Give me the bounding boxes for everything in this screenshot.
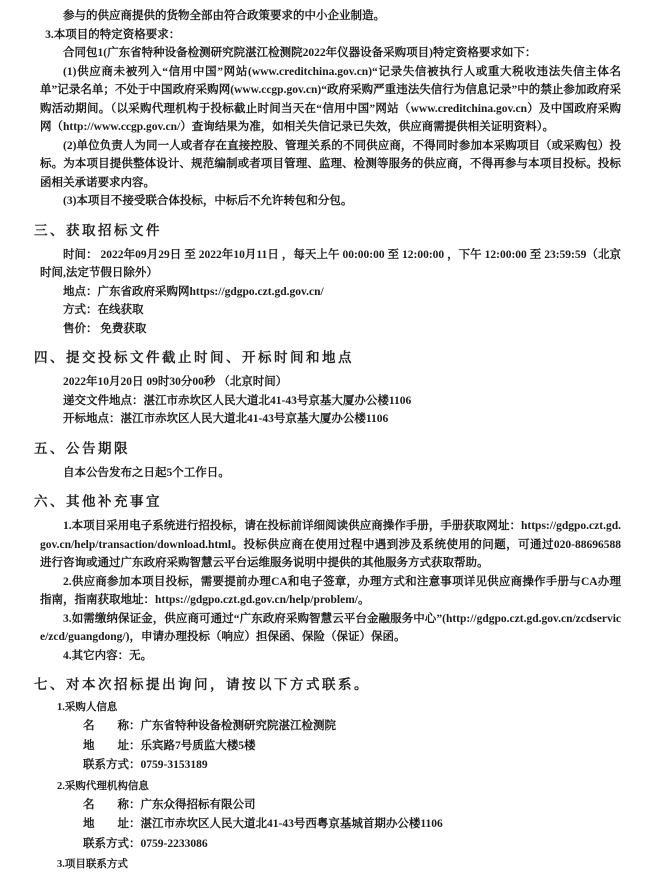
qualification-item3-heading: 3.本项目的特定资格要求： — [45, 28, 181, 41]
purchaser-name-row — [83, 717, 621, 737]
section6-item-1: 1.本项目采用电子系统进行招投标，请在投标前详细阅读供应商操作手册，手册获取网址：https://gdgpo.czt.gd.gov.cn/help/transaction/download.html。投标供应商在使用过程中遇到涉及系统使用的问题，可通过020-88696588 进行咨询或通过广东政府采购智慧云平台运维服务说明中提供的其他服务方式获取帮助。 — [40, 520, 624, 569]
qualification-requirement-1: (1)供应商未被列入“信用中国”网站(www.creditchina.gov.cn)“记录失信被执行人或重大税收违法失信主体名单”记录名单；不处于中国政府采购网(www.ccgp.gov.cn)“政府采购严重违法失信行为信息记录”中的禁止参加政府采购活动期间。（以采购代理机构于投标截止时间当天在“信用中国”网站（www.creditchina.gov.cn）及中国政府采购网（http://www.ccgp.gov.cn/）查询结果为准，如相关失信记录已失效，供应商需提供相关证明资料）。 — [40, 65, 621, 133]
section6-item-3: 3.如需缴纳保证金，供应商可通过“广东政府采购智慧云平台金融服务中心”(http://gdgpo.czt.gd.gov.cn/zcdservice/zcd/guangdong/)，申请办理投标（响应）担保函、保险（保证）保函。 — [40, 612, 621, 643]
section5-heading: 五、公告期限 — [34, 440, 130, 456]
section3-method-line: 方式：在线获取 — [63, 304, 144, 316]
purchaser-contact-value: 0759-3153189 — [140, 759, 208, 771]
agency-address-row — [83, 815, 621, 835]
section3-place-line: 地点：广东省政府采购网https://gdgpo.czt.gd.gov.cn/ — [63, 285, 324, 298]
purchaser-name-value: 广东省特种设备检测研究院湛江检测院 — [140, 720, 336, 732]
section6-heading: 六、其他补充事宜 — [34, 494, 162, 509]
purchaser-name-label: 名 称： — [83, 720, 141, 732]
agency-info-heading: 2.采购代理机构信息 — [57, 780, 149, 792]
package-qualification-intro: 合同包1(广东省特种设备检测研究院湛江检测院2022年仪器设备采购项目)特定资格要求如下： — [63, 47, 537, 59]
qualification-requirement-2: (2)单位负责人为同一人或者存在直接控股、管理关系的不同供应商，不得同时参加本采购项目（或采购包）投标。为本项目提供整体设计、规范编制或者项目管理、监理、检测等服务的供应商，不得再参与本项目投标。投标函相关承诺要求内容。 — [40, 139, 621, 189]
agency-name-label: 名 称： — [83, 798, 141, 811]
section6-item-2: 2.供应商参加本项目投标，需要提前办理CA和电子签章，办理方式和注意事项详见供应商操作手册与CA办理指南，指南获取地址：https://gdgpo.czt.gd.gov.cn/help/problem/。 — [40, 575, 621, 606]
agency-name-row — [83, 796, 621, 816]
purchaser-contact-row — [83, 756, 621, 776]
agency-contact-row — [83, 835, 621, 855]
section4-deadline-line: 2022年10月20日 09时30分00秒 （北京时间） — [63, 376, 288, 388]
agency-address-value: 湛江市赤坎区人民大道北41-43号西粤京基城首期办公楼1106 — [140, 818, 443, 830]
section3-price-line: 售价： 免费获取 — [63, 322, 147, 335]
section7-heading: 七、对本次招标提出询问，请按以下方式联系。 — [34, 677, 370, 692]
project-contact-heading: 3.项目联系方式 — [57, 859, 128, 870]
agency-contact-label: 联系方式： — [83, 837, 141, 850]
qualification-requirement-3: (3)本项目不接受联合体投标，中标后不允许转包和分包。 — [63, 195, 353, 207]
agency-address-label: 地 址： — [83, 818, 141, 830]
purchaser-address-value: 乐宾路7号质监大楼5楼 — [140, 739, 256, 752]
purchaser-info-heading: 1.采购人信息 — [57, 702, 118, 713]
section4-heading: 四、提交投标文件截止时间、开标时间和地点 — [34, 350, 354, 365]
section4-submit-place-line: 递交文件地点：湛江市赤坎区人民大道北41-43号京基大厦办公楼1106 — [63, 394, 412, 407]
section6-item-4: 4.其它内容：无。 — [63, 649, 153, 662]
agency-name-value: 广东众得招标有限公司 — [140, 798, 256, 811]
section3-time-line: 时间： 2022年09月29日 至 2022年10月11日 ，每天上午 00:00:00 至 12:00:00 ，下午 12:00:00 至 23:59:59（北京时间,法定节假日除外） — [40, 248, 621, 279]
section5-body-line: 自本公告发布之日起5个工作日。 — [63, 466, 230, 479]
purchaser-contact-label: 联系方式： — [83, 759, 141, 771]
purchaser-address-label: 地 址： — [83, 739, 141, 752]
agency-contact-value: 0759-2233086 — [140, 837, 208, 850]
section3-heading: 三、获取招标文件 — [34, 222, 162, 238]
section4-opening-place-line: 开标地点：湛江市赤坎区人民大道北41-43号京基大厦办公楼1106 — [63, 413, 389, 425]
purchaser-address-row — [83, 737, 621, 757]
carryover-line: 参与的供应商提供的货物全部由符合政策要求的中小企业制造。 — [63, 10, 385, 22]
